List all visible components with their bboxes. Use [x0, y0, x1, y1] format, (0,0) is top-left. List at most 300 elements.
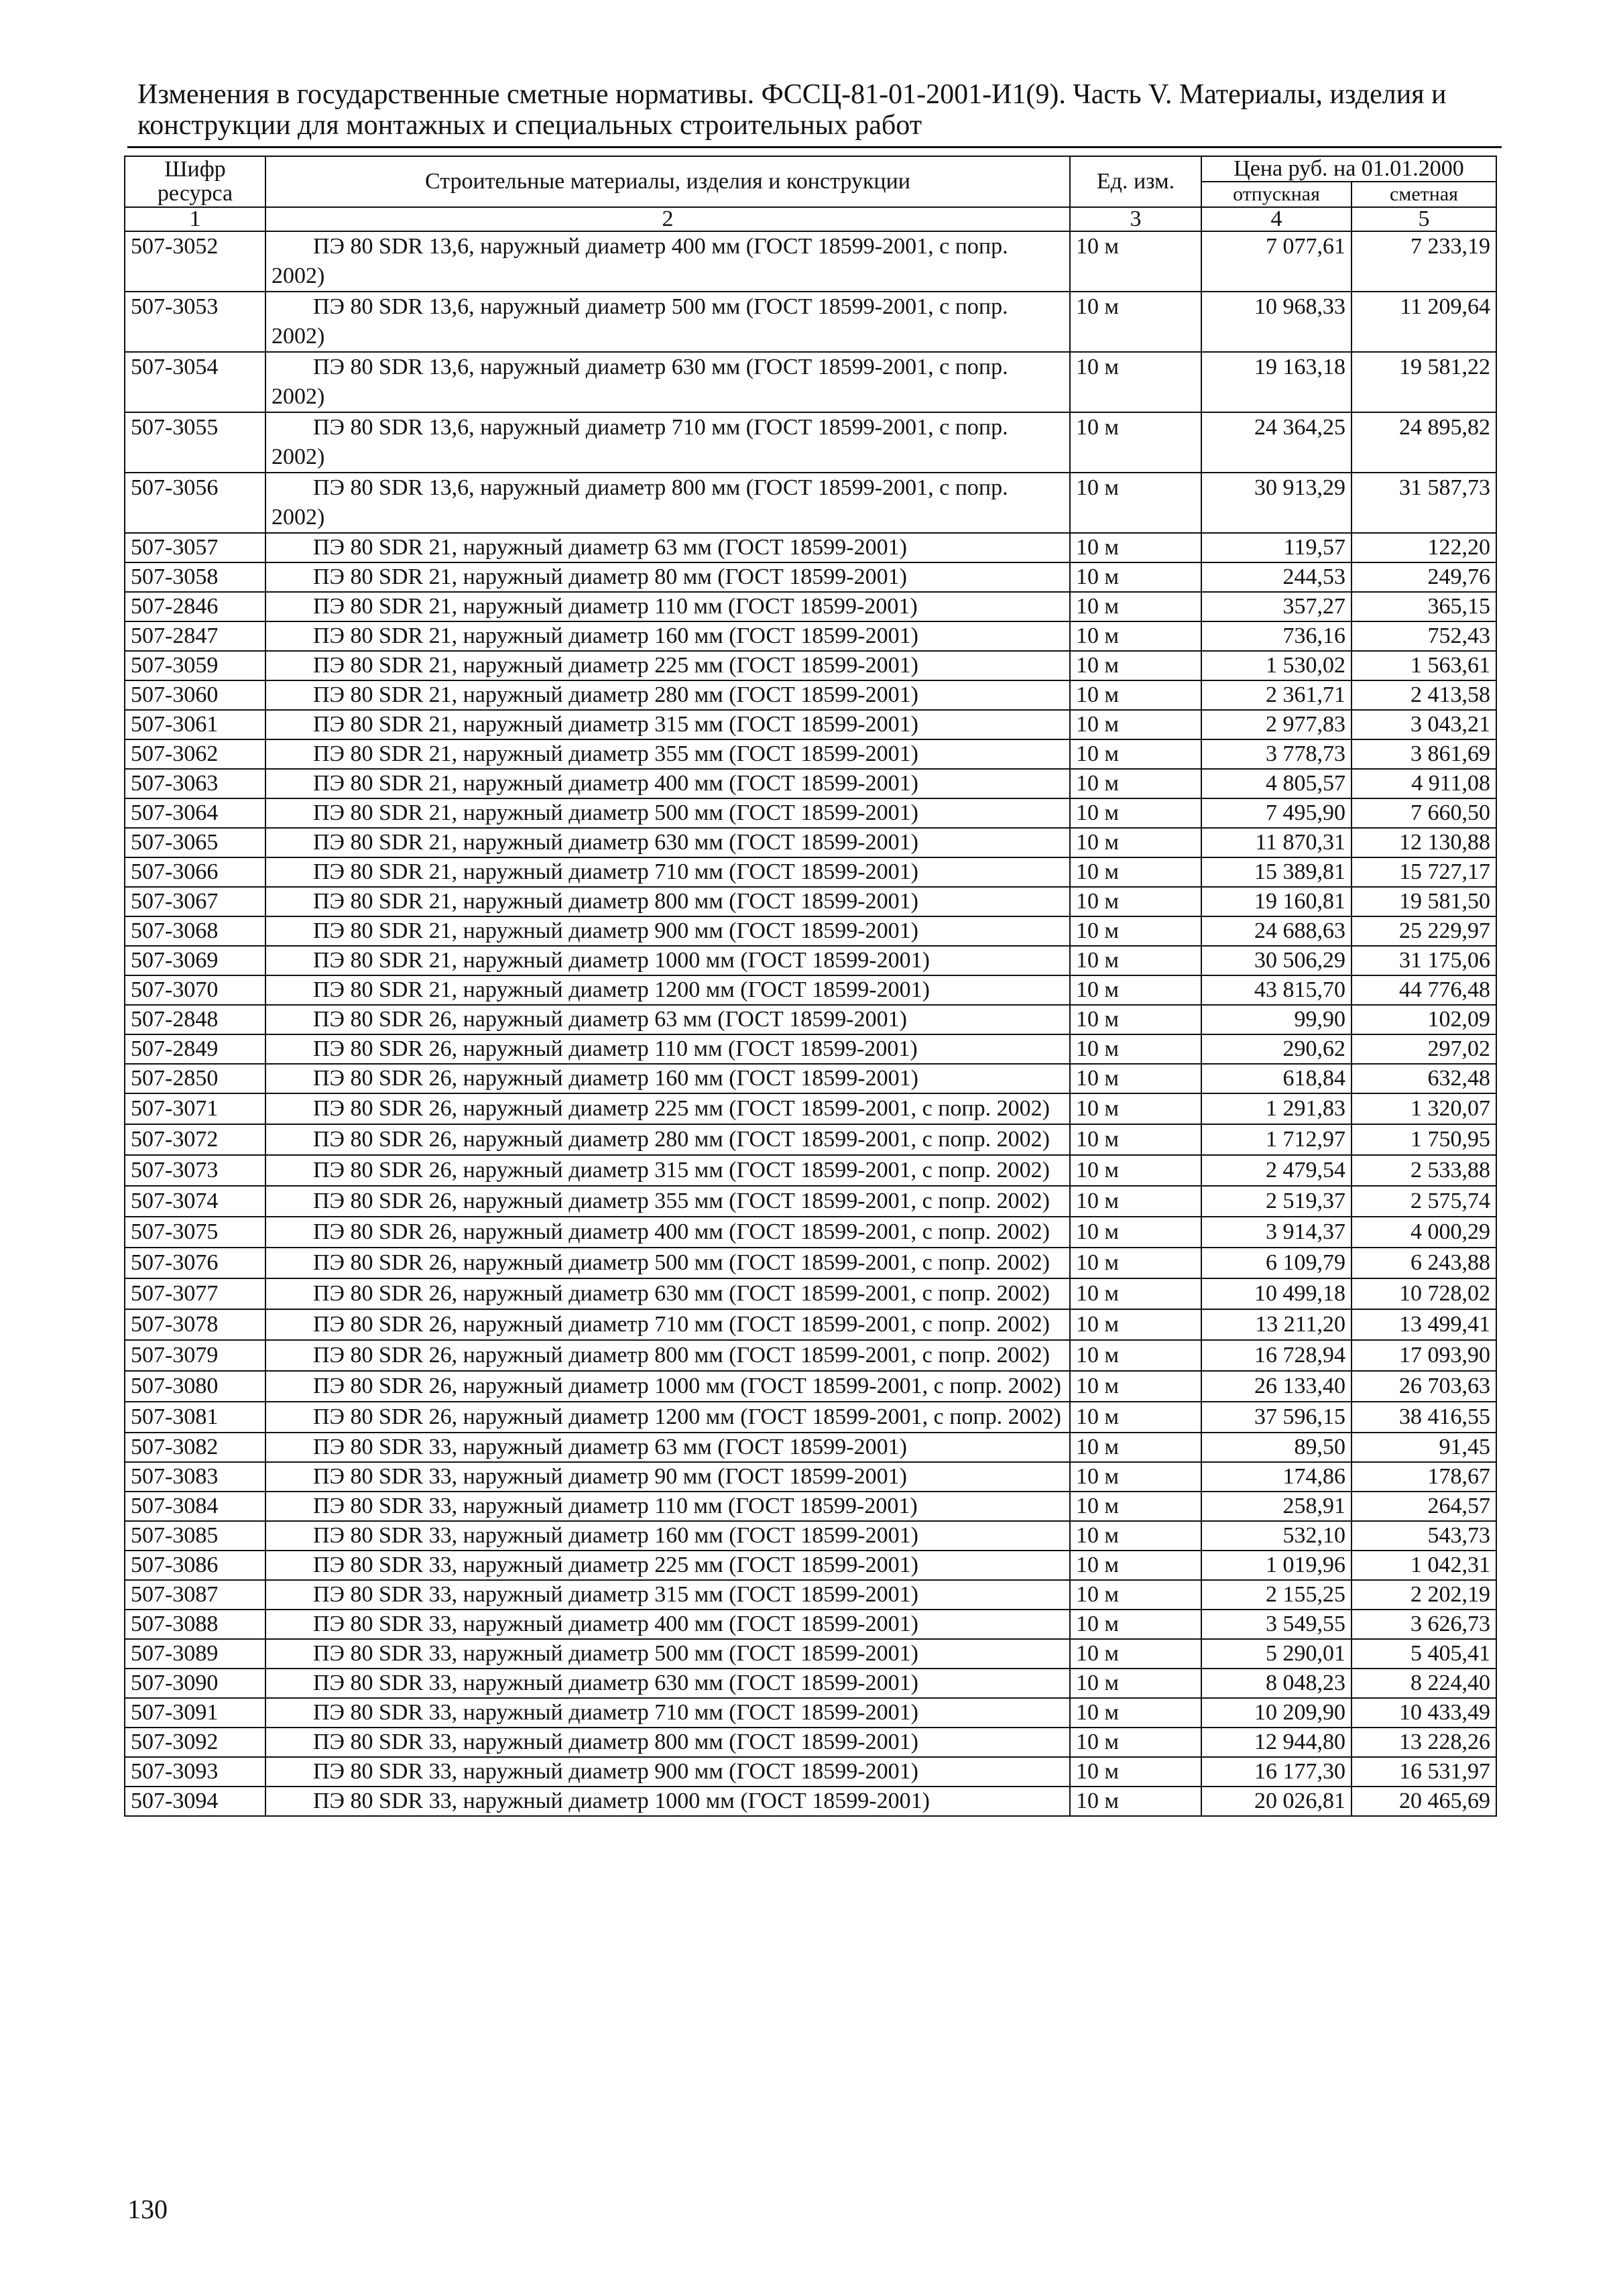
- release-price: 357,27: [1201, 592, 1351, 621]
- table-row: [125, 1155, 1496, 1186]
- material-name-text: ПЭ 80 SDR 33, наружный диаметр 225 мм (ГОСТ 18599-2001): [313, 1553, 918, 1577]
- release-price: 24 364,25: [1201, 412, 1351, 473]
- resource-code: 507-3080: [125, 1371, 265, 1402]
- release-price: 24 688,63: [1201, 916, 1351, 946]
- material-name-text: ПЭ 80 SDR 21, наружный диаметр 800 мм (ГОСТ 18599-2001): [313, 889, 918, 914]
- unit: 10 м: [1070, 739, 1201, 769]
- resource-code: 507-3079: [125, 1340, 265, 1371]
- material-name: [265, 710, 1070, 739]
- material-name-text: ПЭ 80 SDR 33, наружный диаметр 630 мм (ГОСТ 18599-2001): [313, 1671, 918, 1695]
- material-name-text: ПЭ 80 SDR 13,6, наружный диаметр 400 мм (ГОСТ 18599-2001, с попр. 2002): [272, 234, 1008, 288]
- release-price: 618,84: [1201, 1064, 1351, 1093]
- resource-code: 507-3069: [125, 946, 265, 975]
- table-row: [125, 621, 1496, 651]
- unit: 10 м: [1070, 1371, 1201, 1402]
- material-name-text: ПЭ 80 SDR 21, наружный диаметр 80 мм (ГОСТ 18599-2001): [313, 564, 907, 589]
- material-name: [265, 1124, 1070, 1155]
- release-price: 2 519,37: [1201, 1186, 1351, 1217]
- material-name: [265, 1186, 1070, 1217]
- release-price: 89,50: [1201, 1433, 1351, 1462]
- material-name: [265, 798, 1070, 828]
- estimate-price: 1 563,61: [1351, 651, 1496, 680]
- unit: 10 м: [1070, 710, 1201, 739]
- estimate-price: 7 660,50: [1351, 798, 1496, 828]
- resource-code: 507-3055: [125, 412, 265, 473]
- resource-code: 507-2848: [125, 1005, 265, 1034]
- estimate-price: 7 233,19: [1351, 231, 1496, 292]
- estimate-price: 3 626,73: [1351, 1610, 1496, 1639]
- release-price: 19 160,81: [1201, 887, 1351, 916]
- estimate-price: 3 861,69: [1351, 739, 1496, 769]
- estimate-price: 91,45: [1351, 1433, 1496, 1462]
- material-name: [265, 621, 1070, 651]
- table-row: [125, 533, 1496, 562]
- table-row: [125, 231, 1496, 292]
- estimate-price: 13 228,26: [1351, 1728, 1496, 1757]
- material-name: [265, 1217, 1070, 1248]
- document-title-line-2: конструкции для монтажных и специальных строительных работ: [137, 110, 922, 141]
- resource-code: 507-3070: [125, 975, 265, 1005]
- unit: 10 м: [1070, 1698, 1201, 1728]
- unit: 10 м: [1070, 1610, 1201, 1639]
- material-name-text: ПЭ 80 SDR 33, наружный диаметр 900 мм (ГОСТ 18599-2001): [313, 1759, 918, 1784]
- material-name-text: ПЭ 80 SDR 21, наружный диаметр 500 мм (ГОСТ 18599-2001): [313, 800, 918, 825]
- estimate-price: 24 895,82: [1351, 412, 1496, 473]
- material-name-text: ПЭ 80 SDR 33, наружный диаметр 400 мм (ГОСТ 18599-2001): [313, 1612, 918, 1636]
- column-number: 2: [265, 207, 1070, 231]
- estimate-price: 16 531,97: [1351, 1757, 1496, 1787]
- release-price: 16 177,30: [1201, 1757, 1351, 1787]
- table-row: [125, 1610, 1496, 1639]
- material-name-text: ПЭ 80 SDR 26, наружный диаметр 225 мм (ГОСТ 18599-2001, с попр. 2002): [313, 1096, 1050, 1121]
- estimate-price: 31 175,06: [1351, 946, 1496, 975]
- table-row: [125, 1034, 1496, 1064]
- unit: 10 м: [1070, 231, 1201, 292]
- unit: 10 м: [1070, 1551, 1201, 1580]
- estimate-price: 2 533,88: [1351, 1155, 1496, 1186]
- table-row: [125, 1064, 1496, 1093]
- estimate-price: 15 727,17: [1351, 857, 1496, 887]
- material-name: [265, 292, 1070, 352]
- material-name: [265, 1728, 1070, 1757]
- estimate-price: 543,73: [1351, 1521, 1496, 1551]
- unit: 10 м: [1070, 562, 1201, 592]
- unit: 10 м: [1070, 1124, 1201, 1155]
- resource-code: 507-3081: [125, 1402, 265, 1433]
- release-price: 3 549,55: [1201, 1610, 1351, 1639]
- resource-code: 507-2846: [125, 592, 265, 621]
- material-name-text: ПЭ 80 SDR 33, наружный диаметр 63 мм (ГОСТ 18599-2001): [313, 1435, 907, 1459]
- table-row: [125, 1217, 1496, 1248]
- unit: 10 м: [1070, 828, 1201, 857]
- release-price: 26 133,40: [1201, 1371, 1351, 1402]
- release-price: 3 914,37: [1201, 1217, 1351, 1248]
- header-release-price: отпускная: [1201, 182, 1351, 207]
- estimate-price: 264,57: [1351, 1492, 1496, 1521]
- release-price: 20 026,81: [1201, 1787, 1351, 1816]
- table-row: [125, 1551, 1496, 1580]
- material-name-text: ПЭ 80 SDR 26, наружный диаметр 1200 мм (ГОСТ 18599-2001, с попр. 2002): [313, 1404, 1061, 1429]
- resource-code: 507-3086: [125, 1551, 265, 1580]
- material-name: [265, 1034, 1070, 1064]
- release-price: 736,16: [1201, 621, 1351, 651]
- material-name-text: ПЭ 80 SDR 33, наружный диаметр 800 мм (ГОСТ 18599-2001): [313, 1730, 918, 1754]
- release-price: 13 211,20: [1201, 1309, 1351, 1340]
- release-price: 10 499,18: [1201, 1278, 1351, 1309]
- resource-code: 507-3063: [125, 769, 265, 798]
- release-price: 2 155,25: [1201, 1580, 1351, 1610]
- release-price: 15 389,81: [1201, 857, 1351, 887]
- table-row: [125, 1728, 1496, 1757]
- resource-code: 507-3059: [125, 651, 265, 680]
- estimate-price: 10 728,02: [1351, 1278, 1496, 1309]
- material-name: [265, 1309, 1070, 1340]
- resource-code: 507-2850: [125, 1064, 265, 1093]
- material-name-text: ПЭ 80 SDR 33, наружный диаметр 710 мм (ГОСТ 18599-2001): [313, 1700, 918, 1725]
- unit: 10 м: [1070, 1521, 1201, 1551]
- page-number: 130: [127, 2194, 168, 2224]
- unit: 10 м: [1070, 1186, 1201, 1217]
- table-row: [125, 1248, 1496, 1278]
- release-price: 10 209,90: [1201, 1698, 1351, 1728]
- release-price: 1 019,96: [1201, 1551, 1351, 1580]
- resource-code: 507-3056: [125, 473, 265, 533]
- estimate-price: 1 042,31: [1351, 1551, 1496, 1580]
- unit: 10 м: [1070, 473, 1201, 533]
- material-name-text: ПЭ 80 SDR 21, наружный диаметр 355 мм (ГОСТ 18599-2001): [313, 741, 918, 766]
- table-row: [125, 651, 1496, 680]
- material-name: [265, 1005, 1070, 1034]
- estimate-price: 4 911,08: [1351, 769, 1496, 798]
- material-name-text: ПЭ 80 SDR 21, наружный диаметр 160 мм (ГОСТ 18599-2001): [313, 623, 918, 648]
- material-name: [265, 231, 1070, 292]
- unit: 10 м: [1070, 798, 1201, 828]
- material-name: [265, 412, 1070, 473]
- estimate-price: 17 093,90: [1351, 1340, 1496, 1371]
- unit: 10 м: [1070, 1462, 1201, 1492]
- resource-code: 507-3078: [125, 1309, 265, 1340]
- material-name-text: ПЭ 80 SDR 13,6, наружный диаметр 710 мм (ГОСТ 18599-2001, с попр. 2002): [272, 415, 1008, 469]
- material-name: [265, 1340, 1070, 1371]
- material-name-text: ПЭ 80 SDR 13,6, наружный диаметр 500 мм (ГОСТ 18599-2001, с попр. 2002): [272, 294, 1008, 349]
- unit: 10 м: [1070, 1340, 1201, 1371]
- unit: 10 м: [1070, 412, 1201, 473]
- resource-code: 507-3085: [125, 1521, 265, 1551]
- resource-code: 507-3082: [125, 1433, 265, 1462]
- resource-code: 507-3065: [125, 828, 265, 857]
- material-name: [265, 1669, 1070, 1698]
- resource-code: 507-3094: [125, 1787, 265, 1816]
- material-name: [265, 769, 1070, 798]
- material-name-text: ПЭ 80 SDR 21, наружный диаметр 225 мм (ГОСТ 18599-2001): [313, 653, 918, 678]
- resource-code: 507-3071: [125, 1093, 265, 1124]
- unit: 10 м: [1070, 1669, 1201, 1698]
- table-row: [125, 592, 1496, 621]
- material-name-text: ПЭ 80 SDR 26, наружный диаметр 280 мм (ГОСТ 18599-2001, с попр. 2002): [313, 1127, 1050, 1152]
- unit: 10 м: [1070, 1402, 1201, 1433]
- material-name-text: ПЭ 80 SDR 26, наружный диаметр 160 мм (ГОСТ 18599-2001): [313, 1066, 918, 1091]
- estimate-price: 20 465,69: [1351, 1787, 1496, 1816]
- estimate-price: 632,48: [1351, 1064, 1496, 1093]
- estimate-price: 25 229,97: [1351, 916, 1496, 946]
- table-row: [125, 1787, 1496, 1816]
- estimate-price: 19 581,22: [1351, 352, 1496, 412]
- release-price: 244,53: [1201, 562, 1351, 592]
- unit: 10 м: [1070, 533, 1201, 562]
- material-name: [265, 1248, 1070, 1278]
- release-price: 19 163,18: [1201, 352, 1351, 412]
- release-price: 1 291,83: [1201, 1093, 1351, 1124]
- estimate-price: 102,09: [1351, 1005, 1496, 1034]
- unit: 10 м: [1070, 769, 1201, 798]
- estimate-price: 5 405,41: [1351, 1639, 1496, 1669]
- unit: 10 м: [1070, 1217, 1201, 1248]
- table-row: [125, 828, 1496, 857]
- document-title: [137, 79, 1512, 141]
- release-price: 30 913,29: [1201, 473, 1351, 533]
- material-name: [265, 1610, 1070, 1639]
- resource-code: 507-3075: [125, 1217, 265, 1248]
- material-name: [265, 1787, 1070, 1816]
- material-name-text: ПЭ 80 SDR 26, наружный диаметр 800 мм (ГОСТ 18599-2001, с попр. 2002): [313, 1343, 1050, 1368]
- resource-code: 507-3073: [125, 1155, 265, 1186]
- table-row: [125, 1757, 1496, 1787]
- resource-code: 507-3087: [125, 1580, 265, 1610]
- material-name: [265, 975, 1070, 1005]
- unit: 10 м: [1070, 887, 1201, 916]
- estimate-price: 2 202,19: [1351, 1580, 1496, 1610]
- material-name-text: ПЭ 80 SDR 21, наружный диаметр 315 мм (ГОСТ 18599-2001): [313, 712, 918, 737]
- resource-code: 507-3084: [125, 1492, 265, 1521]
- release-price: 5 290,01: [1201, 1639, 1351, 1669]
- release-price: 290,62: [1201, 1034, 1351, 1064]
- material-name-text: ПЭ 80 SDR 33, наружный диаметр 315 мм (ГОСТ 18599-2001): [313, 1582, 918, 1607]
- estimate-price: 12 130,88: [1351, 828, 1496, 857]
- table-row: [125, 473, 1496, 533]
- release-price: 1 530,02: [1201, 651, 1351, 680]
- estimate-price: 6 243,88: [1351, 1248, 1496, 1278]
- resource-code: 507-3072: [125, 1124, 265, 1155]
- unit: 10 м: [1070, 680, 1201, 710]
- price-table-body: [125, 231, 1496, 1816]
- header-name: Строительные материалы, изделия и конструкции: [265, 156, 1070, 207]
- material-name-text: ПЭ 80 SDR 21, наружный диаметр 630 мм (ГОСТ 18599-2001): [313, 830, 918, 855]
- table-row: [125, 857, 1496, 887]
- material-name: [265, 1580, 1070, 1610]
- estimate-price: 11 209,64: [1351, 292, 1496, 352]
- unit: 10 м: [1070, 621, 1201, 651]
- table-row: [125, 1580, 1496, 1610]
- resource-code: 507-3088: [125, 1610, 265, 1639]
- release-price: 16 728,94: [1201, 1340, 1351, 1371]
- material-name-text: ПЭ 80 SDR 26, наружный диаметр 63 мм (ГОСТ 18599-2001): [313, 1007, 907, 1032]
- material-name: [265, 857, 1070, 887]
- estimate-price: 2 575,74: [1351, 1186, 1496, 1217]
- release-price: 2 479,54: [1201, 1155, 1351, 1186]
- release-price: 7 077,61: [1201, 231, 1351, 292]
- unit: 10 м: [1070, 1005, 1201, 1034]
- material-name-text: ПЭ 80 SDR 26, наружный диаметр 500 мм (ГОСТ 18599-2001, с попр. 2002): [313, 1250, 1050, 1275]
- resource-code: 507-3052: [125, 231, 265, 292]
- header-code: Шифр ресурса: [125, 156, 265, 207]
- estimate-price: 249,76: [1351, 562, 1496, 592]
- unit: 10 м: [1070, 292, 1201, 352]
- table-row: [125, 887, 1496, 916]
- table-row: [125, 412, 1496, 473]
- resource-code: 507-3064: [125, 798, 265, 828]
- estimate-price: 2 413,58: [1351, 680, 1496, 710]
- release-price: 1 712,97: [1201, 1124, 1351, 1155]
- material-name-text: ПЭ 80 SDR 26, наружный диаметр 355 мм (ГОСТ 18599-2001, с попр. 2002): [313, 1189, 1050, 1213]
- unit: 10 м: [1070, 1639, 1201, 1669]
- unit: 10 м: [1070, 857, 1201, 887]
- release-price: 8 048,23: [1201, 1669, 1351, 1698]
- resource-code: 507-3066: [125, 857, 265, 887]
- material-name-text: ПЭ 80 SDR 26, наружный диаметр 400 мм (ГОСТ 18599-2001, с попр. 2002): [313, 1219, 1050, 1244]
- table-row: [125, 710, 1496, 739]
- table-row: [125, 739, 1496, 769]
- price-table: [124, 156, 1497, 1817]
- unit: 10 м: [1070, 1728, 1201, 1757]
- unit: 10 м: [1070, 1155, 1201, 1186]
- column-number: 5: [1351, 207, 1496, 231]
- table-row: [125, 1402, 1496, 1433]
- unit: 10 м: [1070, 651, 1201, 680]
- unit: 10 м: [1070, 1034, 1201, 1064]
- table-row: [125, 562, 1496, 592]
- material-name-text: ПЭ 80 SDR 33, наружный диаметр 500 мм (ГОСТ 18599-2001): [313, 1641, 918, 1666]
- table-row: [125, 292, 1496, 352]
- material-name-text: ПЭ 80 SDR 13,6, наружный диаметр 630 мм (ГОСТ 18599-2001, с попр. 2002): [272, 355, 1008, 409]
- column-number: 1: [125, 207, 265, 231]
- header-price: Цена руб. на 01.01.2000: [1201, 156, 1496, 182]
- release-price: 532,10: [1201, 1521, 1351, 1551]
- release-price: 6 109,79: [1201, 1248, 1351, 1278]
- unit: 10 м: [1070, 1787, 1201, 1816]
- estimate-price: 4 000,29: [1351, 1217, 1496, 1248]
- unit: 10 м: [1070, 1309, 1201, 1340]
- estimate-price: 10 433,49: [1351, 1698, 1496, 1728]
- unit: 10 м: [1070, 1757, 1201, 1787]
- table-row: [125, 1433, 1496, 1462]
- estimate-price: 297,02: [1351, 1034, 1496, 1064]
- material-name: [265, 887, 1070, 916]
- price-table-header: [125, 156, 1496, 231]
- unit: 10 м: [1070, 1093, 1201, 1124]
- resource-code: 507-3090: [125, 1669, 265, 1698]
- material-name: [265, 1757, 1070, 1787]
- unit: 10 м: [1070, 1433, 1201, 1462]
- material-name-text: ПЭ 80 SDR 33, наружный диаметр 110 мм (ГОСТ 18599-2001): [313, 1494, 918, 1518]
- material-name-text: ПЭ 80 SDR 33, наружный диаметр 1000 мм (ГОСТ 18599-2001): [313, 1789, 930, 1813]
- release-price: 30 506,29: [1201, 946, 1351, 975]
- unit: 10 м: [1070, 1580, 1201, 1610]
- material-name-text: ПЭ 80 SDR 21, наружный диаметр 710 мм (ГОСТ 18599-2001): [313, 859, 918, 884]
- header-unit: Ед. изм.: [1070, 156, 1201, 207]
- material-name-text: ПЭ 80 SDR 21, наружный диаметр 900 мм (ГОСТ 18599-2001): [313, 918, 918, 943]
- resource-code: 507-3076: [125, 1248, 265, 1278]
- table-row: [125, 352, 1496, 412]
- material-name: [265, 1402, 1070, 1433]
- title-underline: [127, 146, 1502, 148]
- table-row: [125, 1005, 1496, 1034]
- material-name: [265, 680, 1070, 710]
- material-name-text: ПЭ 80 SDR 33, наружный диаметр 160 мм (ГОСТ 18599-2001): [313, 1523, 918, 1548]
- release-price: 258,91: [1201, 1492, 1351, 1521]
- table-row: [125, 769, 1496, 798]
- material-name: [265, 651, 1070, 680]
- document-title-line-1: Изменения в государственные сметные нормативы. ФССЦ-81-01-2001-И1(9). Часть V. Материалы, изделия и: [137, 79, 1447, 110]
- table-row: [125, 1186, 1496, 1217]
- material-name: [265, 946, 1070, 975]
- table-row: [125, 680, 1496, 710]
- release-price: 10 968,33: [1201, 292, 1351, 352]
- table-row: [125, 1639, 1496, 1669]
- table-row: [125, 1371, 1496, 1402]
- material-name-text: ПЭ 80 SDR 21, наружный диаметр 280 мм (ГОСТ 18599-2001): [313, 682, 918, 707]
- release-price: 99,90: [1201, 1005, 1351, 1034]
- estimate-price: 44 776,48: [1351, 975, 1496, 1005]
- release-price: 43 815,70: [1201, 975, 1351, 1005]
- resource-code: 507-2847: [125, 621, 265, 651]
- material-name-text: ПЭ 80 SDR 21, наружный диаметр 1200 мм (ГОСТ 18599-2001): [313, 977, 930, 1002]
- estimate-price: 26 703,63: [1351, 1371, 1496, 1402]
- table-row: [125, 1093, 1496, 1124]
- table-row: [125, 916, 1496, 946]
- table-row: [125, 1340, 1496, 1371]
- resource-code: 507-3091: [125, 1698, 265, 1728]
- table-row: [125, 1521, 1496, 1551]
- table-row: [125, 946, 1496, 975]
- material-name-text: ПЭ 80 SDR 13,6, наружный диаметр 800 мм (ГОСТ 18599-2001, с попр. 2002): [272, 475, 1008, 530]
- unit: 10 м: [1070, 1064, 1201, 1093]
- estimate-price: 13 499,41: [1351, 1309, 1496, 1340]
- unit: 10 м: [1070, 352, 1201, 412]
- material-name-text: ПЭ 80 SDR 33, наружный диаметр 90 мм (ГОСТ 18599-2001): [313, 1464, 907, 1489]
- release-price: 11 870,31: [1201, 828, 1351, 857]
- material-name: [265, 533, 1070, 562]
- estimate-price: 752,43: [1351, 621, 1496, 651]
- release-price: 2 977,83: [1201, 710, 1351, 739]
- resource-code: 507-2849: [125, 1034, 265, 1064]
- material-name: [265, 352, 1070, 412]
- table-row: [125, 1278, 1496, 1309]
- material-name: [265, 562, 1070, 592]
- material-name: [265, 1551, 1070, 1580]
- column-number: 3: [1070, 207, 1201, 231]
- header-estimate-price: сметная: [1351, 182, 1496, 207]
- unit: 10 м: [1070, 946, 1201, 975]
- estimate-price: 122,20: [1351, 533, 1496, 562]
- unit: 10 м: [1070, 1278, 1201, 1309]
- material-name-text: ПЭ 80 SDR 26, наружный диаметр 710 мм (ГОСТ 18599-2001, с попр. 2002): [313, 1312, 1050, 1337]
- resource-code: 507-3054: [125, 352, 265, 412]
- release-price: 119,57: [1201, 533, 1351, 562]
- material-name-text: ПЭ 80 SDR 21, наружный диаметр 400 мм (ГОСТ 18599-2001): [313, 771, 918, 796]
- material-name: [265, 1093, 1070, 1124]
- estimate-price: 19 581,50: [1351, 887, 1496, 916]
- unit: 10 м: [1070, 1248, 1201, 1278]
- resource-code: 507-3060: [125, 680, 265, 710]
- table-row: [125, 798, 1496, 828]
- resource-code: 507-3092: [125, 1728, 265, 1757]
- resource-code: 507-3058: [125, 562, 265, 592]
- material-name: [265, 916, 1070, 946]
- resource-code: 507-3093: [125, 1757, 265, 1787]
- material-name: [265, 1155, 1070, 1186]
- release-price: 4 805,57: [1201, 769, 1351, 798]
- resource-code: 507-3053: [125, 292, 265, 352]
